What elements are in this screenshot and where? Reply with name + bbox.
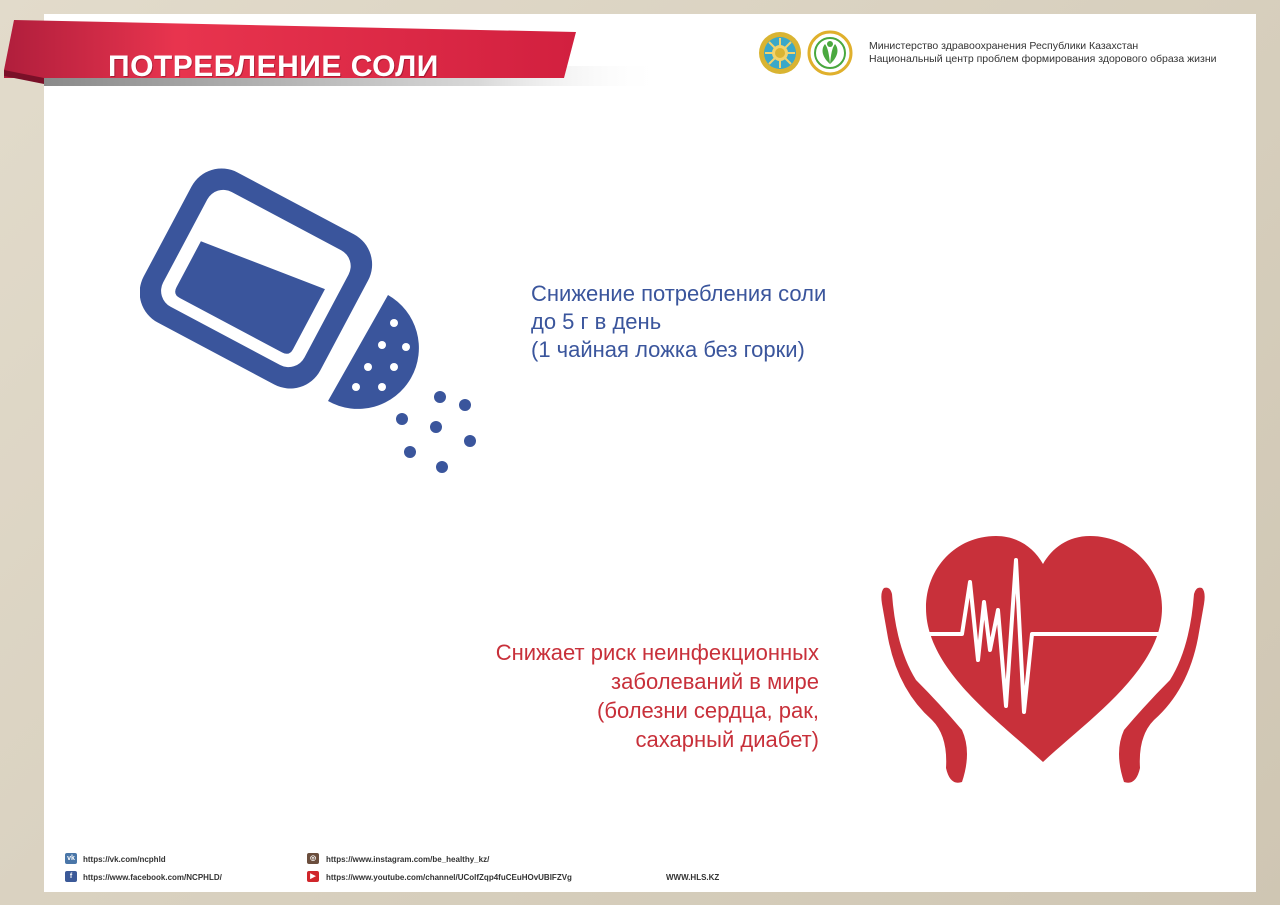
title-banner — [4, 20, 604, 86]
instagram-link[interactable]: https://www.instagram.com/be_healthy_kz/ — [326, 855, 490, 864]
instagram-icon: ◎ — [307, 853, 319, 864]
ncphld-logo-icon — [807, 30, 853, 76]
org-line-1: Министерство здравоохранения Республики Казахстан — [869, 40, 1139, 52]
logos — [757, 30, 853, 78]
salt-line-3: (1 чайная ложка без горки) — [531, 337, 805, 362]
risk-line-4: сахарный диабет) — [635, 727, 819, 752]
heart-in-hands-icon — [878, 530, 1208, 790]
salt-grains — [396, 391, 476, 473]
vk-icon: vk — [65, 853, 77, 864]
page-title: ПОТРЕБЛЕНИЕ СОЛИ — [108, 50, 439, 83]
risk-line-1: Снижает риск неинфекционных — [495, 640, 819, 665]
facebook-link[interactable]: https://www.facebook.com/NCPHLD/ — [83, 873, 222, 882]
youtube-link[interactable]: https://www.youtube.com/channel/UColfZqp4fuCEuHOvUBIFZVg — [326, 873, 572, 882]
salt-line-2: до 5 г в день — [531, 309, 662, 334]
organization-name — [869, 40, 1217, 66]
salt-shaker-icon — [140, 165, 490, 485]
kazakhstan-emblem-icon — [757, 30, 803, 76]
vk-link[interactable]: https://vk.com/ncphld — [83, 855, 166, 864]
risk-line-3: (болезни сердца, рак, — [597, 698, 819, 723]
salt-recommendation — [531, 280, 826, 364]
salt-line-1: Снижение потребления соли — [531, 281, 827, 306]
site-link[interactable]: WWW.HLS.KZ — [666, 873, 720, 882]
facebook-icon: f — [65, 871, 77, 882]
risk-line-2: заболеваний в мире — [611, 669, 819, 694]
youtube-icon: ▶ — [307, 871, 319, 882]
risk-statement — [496, 638, 819, 754]
org-line-2: Национальный центр проблем формирования здорового образа жизни — [869, 53, 1217, 65]
